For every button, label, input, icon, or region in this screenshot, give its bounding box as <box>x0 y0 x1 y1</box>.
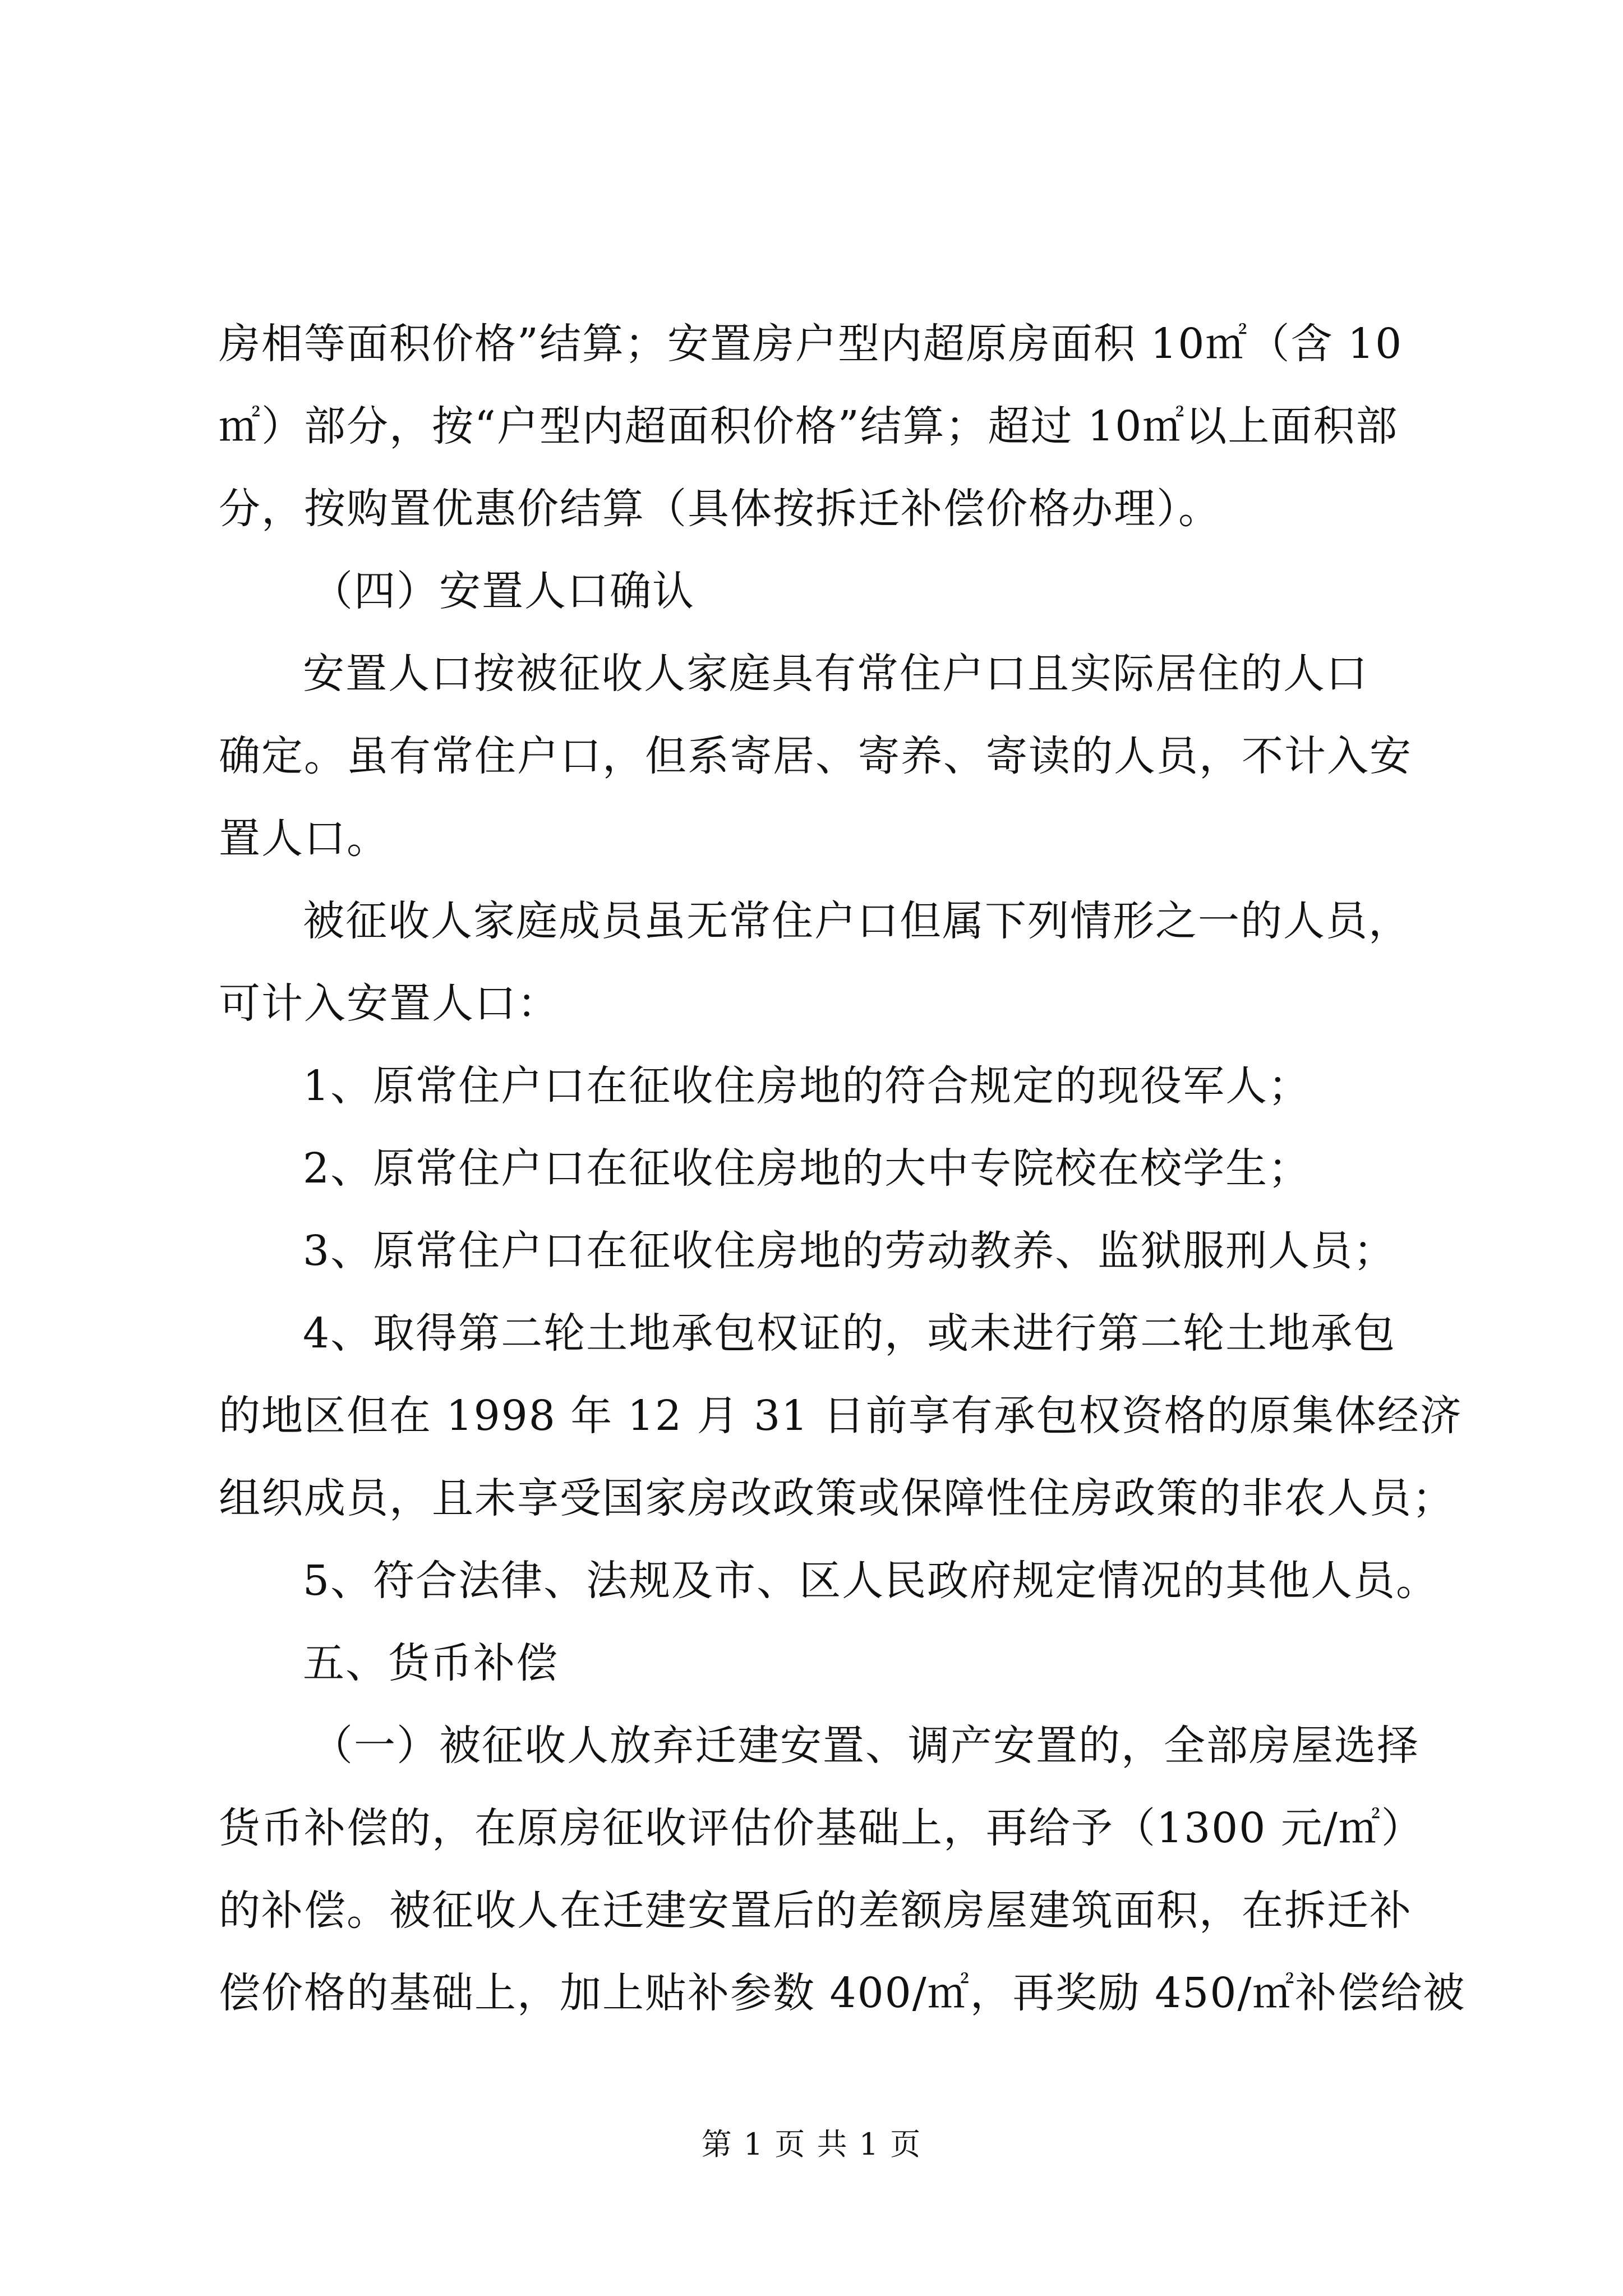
list-item: 1、原常住户口在征收住房地的符合规定的现役军人； <box>303 1062 1311 1110</box>
page-number-label: 第 1 页 共 1 页 <box>701 2127 922 2162</box>
text-line: 置人口。 <box>219 815 389 863</box>
list-item: 3、原常住户口在征收住房地的劳动教养、监狱服刑人员； <box>303 1227 1396 1275</box>
text-line: 分，按购置优惠价结算（具体按拆迁补偿价格办理）。 <box>219 485 1221 533</box>
document-body <box>219 303 1466 2035</box>
text-line: 组织成员，且未享受国家房改政策或保障性住房政策的非农人员； <box>219 1474 1455 1522</box>
text-line: 偿价格的基础上，加上贴补参数 400/㎡，再奖励 450/㎡补偿给被 <box>219 1969 1466 2017</box>
text-line: 的补偿。被征收人在迁建安置后的差额房屋建筑面积，在拆迁补 <box>219 1887 1412 1935</box>
paragraph-start: 被征收人家庭成员虽无常住户口但属下列情形之一的人员， <box>303 897 1411 945</box>
section-heading: 五、货币补偿 <box>303 1639 559 1687</box>
list-item: 2、原常住户口在征收住房地的大中专院校在校学生； <box>303 1144 1311 1193</box>
list-item: 5、符合法律、法规及市、区人民政府规定情况的其他人员。 <box>303 1557 1439 1605</box>
text-line: ㎡）部分，按“户型内超面积价格”结算；超过 10㎡以上面积部 <box>219 402 1399 450</box>
text-line: 可计入安置人口： <box>219 979 560 1028</box>
section-heading: （四）安置人口确认 <box>311 567 695 615</box>
page-footer <box>0 2120 1623 2164</box>
text-line: 房相等面积价格”结算；安置房户型内超原房面积 10㎡（含 10 <box>219 320 1403 368</box>
text-line: 货币补偿的，在原房征收评估价基础上，再给予（1300 元/㎡） <box>219 1804 1424 1852</box>
text-line: 的地区但在 1998 年 12 月 31 日前享有承包权资格的原集体经济 <box>219 1392 1463 1440</box>
paragraph-start: （一）被征收人放弃迁建安置、调产安置的，全部房屋选择 <box>311 1722 1419 1770</box>
text-line: 确定。虽有常住户口，但系寄居、寄养、寄读的人员，不计入安 <box>219 732 1412 780</box>
paragraph-start: 安置人口按被征收人家庭具有常住户口且实际居住的人口 <box>303 650 1368 698</box>
list-item: 4、取得第二轮土地承包权证的，或未进行第二轮土地承包 <box>303 1309 1396 1358</box>
